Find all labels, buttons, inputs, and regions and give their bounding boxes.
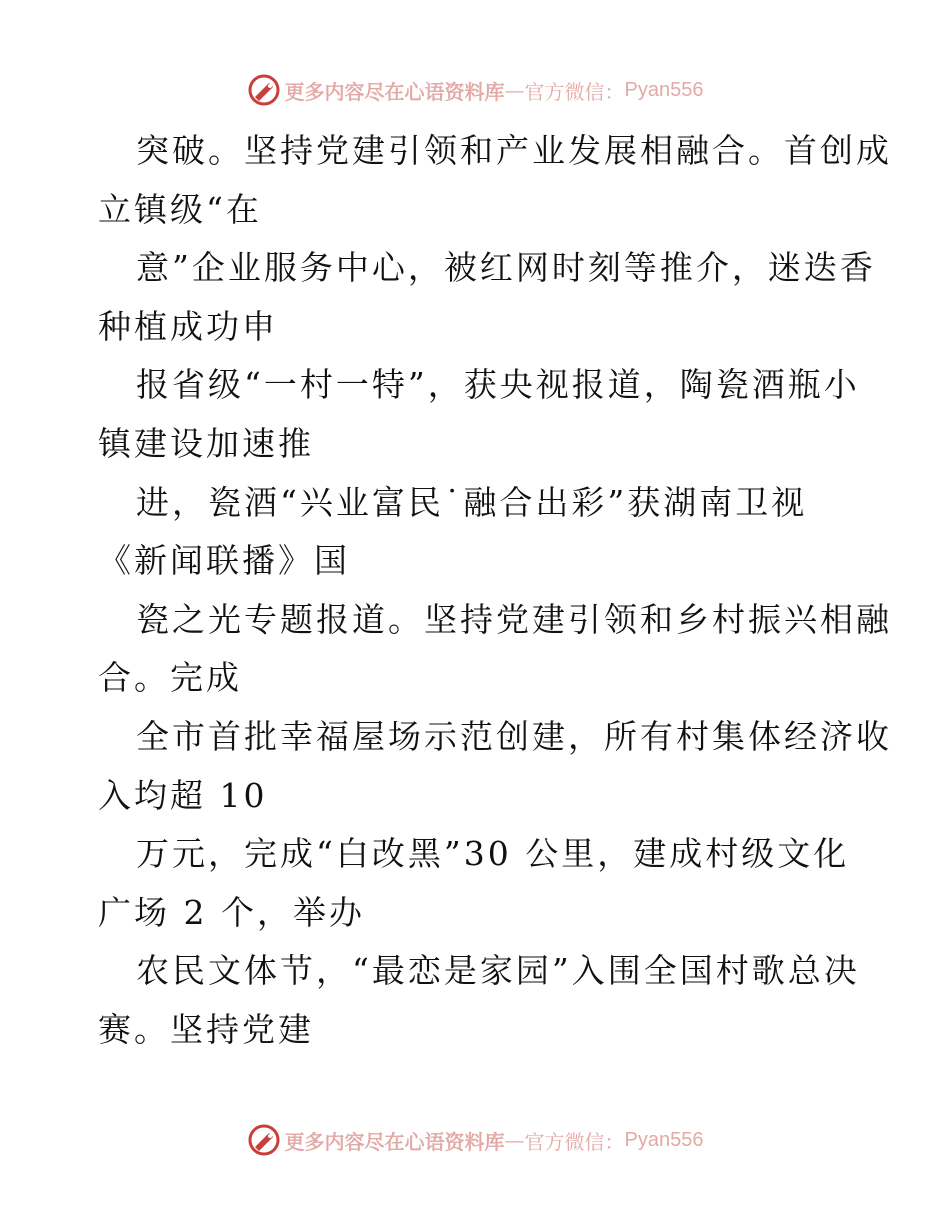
body-line: 报省级“一村一特”，获央视报道，陶瓷酒瓶小 xyxy=(136,365,860,405)
watermark-text: 更多内容尽在心语资料库 xyxy=(284,1129,505,1154)
body-line: 瓷之光专题报道。坚持党建引领和乡村振兴相融 xyxy=(136,599,892,639)
body-line: 万元，完成“白改黑”30 公里，建成村级文化 xyxy=(136,834,850,874)
pen-nib-logo-icon xyxy=(247,1123,281,1157)
body-line: 全市首批幸福屋场示范创建，所有村集体经济收 xyxy=(136,716,892,756)
body-line: 农民文体节，“最恋是家园”入围全国村歌总决 xyxy=(136,951,860,991)
watermark-separator: — xyxy=(504,1128,525,1152)
body-line: 《新闻联播》国 xyxy=(98,541,350,581)
body-line: 种植成功申 xyxy=(98,306,278,346)
body-line: 立镇级“在 xyxy=(98,189,262,229)
watermark-wechat-id: Pyan556 xyxy=(624,1128,704,1151)
body-line: 广场 2 个，举办 xyxy=(98,892,365,932)
body-line: 赛。坚持党建 xyxy=(98,1009,314,1049)
body-line: 镇建设加速推 xyxy=(98,423,314,463)
footer-watermark xyxy=(0,1120,950,1160)
watermark-official-label: 官方微信： xyxy=(524,79,625,104)
header-watermark xyxy=(0,70,950,110)
pen-nib-logo-icon xyxy=(247,73,281,107)
watermark-separator: — xyxy=(504,78,525,102)
document-body xyxy=(98,122,892,1060)
body-line: 突破。坚持党建引领和产业发展相融合。首创成 xyxy=(136,131,892,170)
body-line: 进，瓷酒“兴业富民˙融合出彩”获湖南卫视 xyxy=(136,482,808,522)
watermark-text: 更多内容尽在心语资料库 xyxy=(284,79,505,104)
watermark-official-label: 官方微信： xyxy=(524,1129,625,1154)
watermark-wechat-id: Pyan556 xyxy=(624,78,704,101)
body-line: 合。完成 xyxy=(98,658,242,698)
body-line: 入均超 10 xyxy=(98,775,268,815)
body-line: 意”企业服务中心，被红网时刻等推介，迷迭香 xyxy=(136,248,876,288)
